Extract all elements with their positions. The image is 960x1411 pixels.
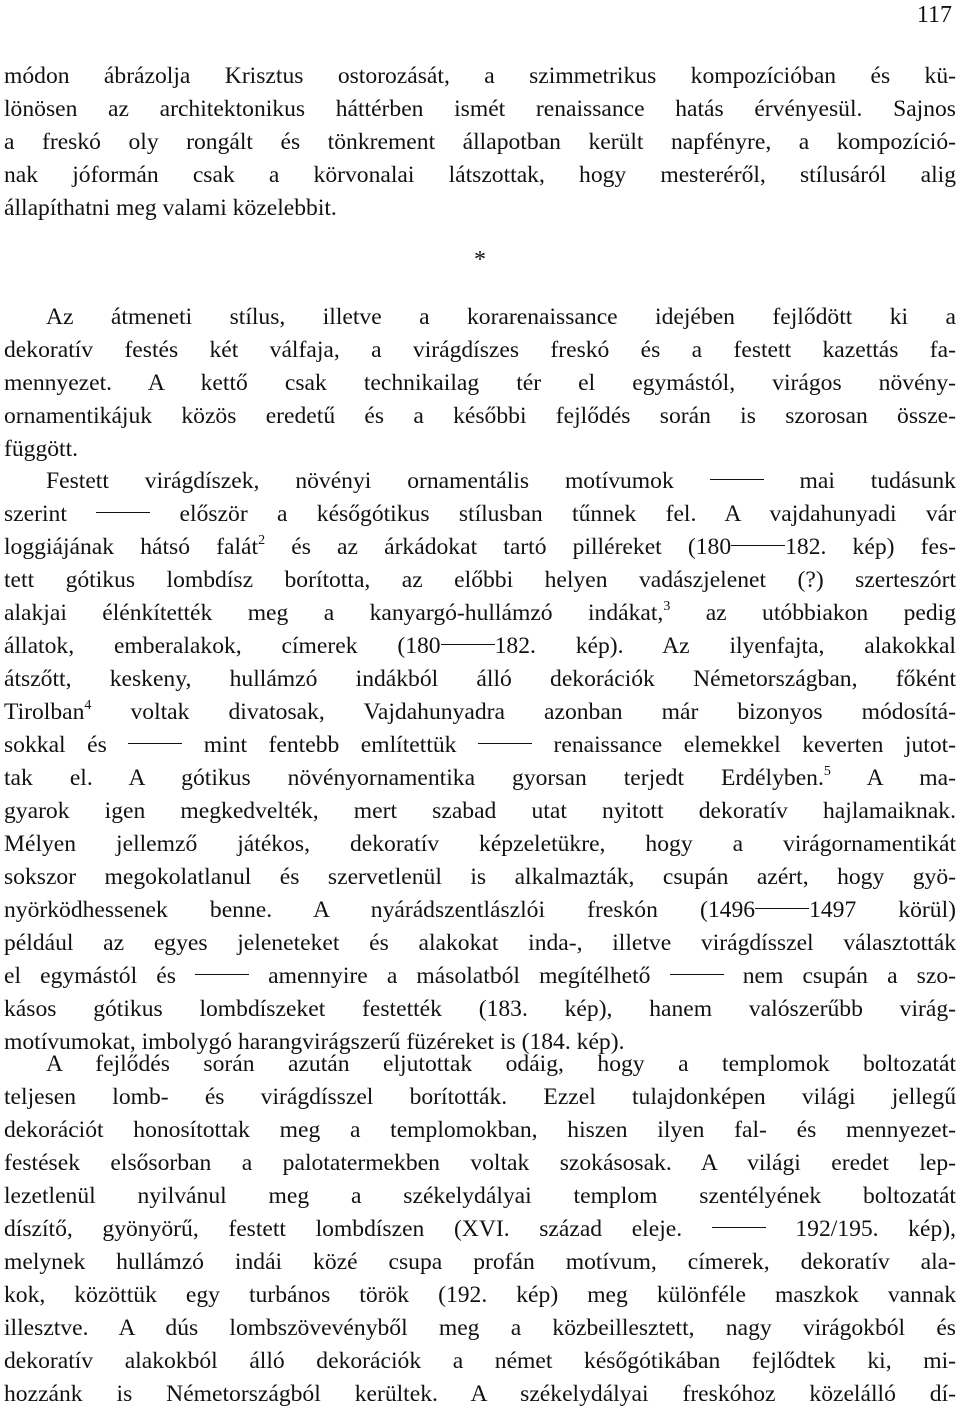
text-line: Festett virágdíszek, növényi ornamentális motívumok mai tudásunk (46, 468, 956, 494)
text-line: díszítő, gyönyörű, festett lombdíszen (XVI. század eleje. 192/195. kép), (4, 1216, 956, 1242)
paragraph-2 (4, 301, 956, 466)
text-line: kásos gótikus lombdíszeket festették (183. kép), hanem valószerűbb virág- (4, 996, 956, 1022)
text-line: hozzánk is Németországból kerültek. A székelydályai freskóhoz közelálló dí- (4, 1381, 956, 1407)
em-dash (670, 974, 724, 975)
text-line: sokszor megokolatlanul és szervetlenül is alkalmazták, csupán azért, hogy gyö- (4, 864, 956, 890)
em-dash (755, 908, 809, 909)
page-number: 117 (916, 2, 952, 28)
section-separator: * (474, 247, 486, 273)
text-line: módon ábrázolja Krisztus ostorozását, a szimmetrikus kompozícióban és kü- (4, 63, 956, 89)
footnote-ref: 3 (663, 599, 671, 614)
text-line: melynek hullámzó indái közé csupa profán motívum, címerek, dekoratív ala- (4, 1249, 956, 1275)
text-line: például az egyes jeleneteket és alakokat inda-, illetve virágdísszel választották (4, 930, 956, 956)
em-dash (710, 479, 764, 480)
footnote-ref: 4 (84, 698, 92, 713)
text-line: állatok, emberalakok, címerek (180 182. kép). Az ilyenfajta, alakokkal (4, 633, 956, 659)
text-line: motívumokat, imbolygó harangvirágszerű füzéreket is (184. kép). (4, 1029, 625, 1055)
text-line: dekoratív alakokból álló dekorációk a német későgótikában fejlődtek ki, mi- (4, 1348, 956, 1374)
text-line: illesztve. A dús lombszövevényből meg a közbeillesztett, nagy virágokból és (4, 1315, 956, 1341)
text-line: ornamentikájuk közös eredetű és a későbbi fejlődés során is szorosan össze- (4, 403, 956, 429)
text-line: sokkal és mint fentebb említettük renaissance elemekkel keverten jutot- (4, 732, 957, 758)
text-line: alakjai élénkítették meg a kanyargó-hullámzó indákat,$^3$ az utóbbiakon pedig (4, 599, 957, 626)
text-line: nyörködhessenek benne. A nyárádszentlászlói freskón (1496 1497 körül) (4, 897, 956, 923)
text-line: gyarok igen megkedvelték, mert szabad utat nyitott dekoratív hajlamaiknak. (4, 798, 956, 824)
text-line: szerint először a későgótikus stílusban tűnnek fel. A vajdahunyadi vár (4, 501, 956, 527)
footnote-ref: 5 (823, 764, 831, 779)
text-line: loggiájának hátsó falát$^2$ és az árkádokat tartó pilléreket (180 182. kép) fes- (4, 533, 956, 560)
text-line: a freskó oly rongált és tönkrement állapotban került napfényre, a kompozíció- (4, 129, 956, 155)
em-dash (731, 545, 785, 546)
paragraph-3 (4, 465, 956, 1059)
text-line: dekoratív festés két válfaja, a virágdíszes freskó és a festett kazettás fa- (4, 337, 956, 363)
text-line: festések elsősorban a palotatermekben voltak szokásosak. A világi eredet lep- (4, 1150, 956, 1176)
text-line: függött. (4, 436, 79, 462)
text-line: tett gótikus lombdísz borította, az előbbi helyen vadászjelenet (?) szerteszórt (4, 567, 956, 593)
text-line: lönösen az architektonikus háttérben ismét renaissance hatás érvényesül. Sajnos (4, 96, 956, 122)
text-line: Az átmeneti stílus, illetve a korarenaissance idejében fejlődött ki a (46, 304, 956, 330)
text-line: Mélyen jellemző játékos, dekoratív képzeletükre, hogy a virágornamentikát (4, 831, 956, 857)
em-dash (441, 644, 495, 645)
paragraph-4 (4, 1048, 956, 1411)
text-line: átszőtt, keskeny, hullámzó indákból álló dekorációk Németországban, főként (4, 666, 956, 692)
text-line: tak el. A gótikus növényornamentika gyorsan terjedt Erdélyben.$^5$ A ma- (4, 764, 956, 791)
text-line: Tirolban$^4$ voltak divatosak, Vajdahunyadra azonban már bizonyos módosítá- (4, 698, 956, 725)
em-dash (712, 1227, 766, 1228)
text-line: lezetlenül nyilvánul meg a székelydályai templom szentélyének boltozatát (4, 1183, 956, 1209)
text-line: állapíthatni meg valami közelebbit. (4, 195, 337, 221)
em-dash (478, 743, 532, 744)
text-line: mennyezet. A kettő csak technikailag tér el egymástól, virágos növény- (4, 370, 956, 396)
paragraph-1 (4, 60, 956, 225)
text-line: A fejlődés során azután eljutottak odáig, hogy a templomok boltozatát (46, 1051, 956, 1077)
text-line: kok, közöttük egy turbános török (192. kép) meg különféle maszkok vannak (4, 1282, 956, 1308)
text-line: nak jóformán csak a körvonalai látszottak, hogy mesteréről, stílusáról alig (4, 162, 956, 188)
footnote-ref: 2 (258, 533, 266, 548)
text-line: dekorációt honosítottak meg a templomokban, hiszen ilyen fal- és mennyezet- (4, 1117, 956, 1143)
em-dash (128, 743, 182, 744)
text-line: teljesen lomb- és virágdísszel borították. Ezzel tulajdonképen világi jellegű (4, 1084, 956, 1110)
em-dash (195, 974, 249, 975)
em-dash (96, 512, 150, 513)
text-line: el egymástól és amennyire a másolatból megítélhető nem csupán a szo- (4, 963, 956, 989)
